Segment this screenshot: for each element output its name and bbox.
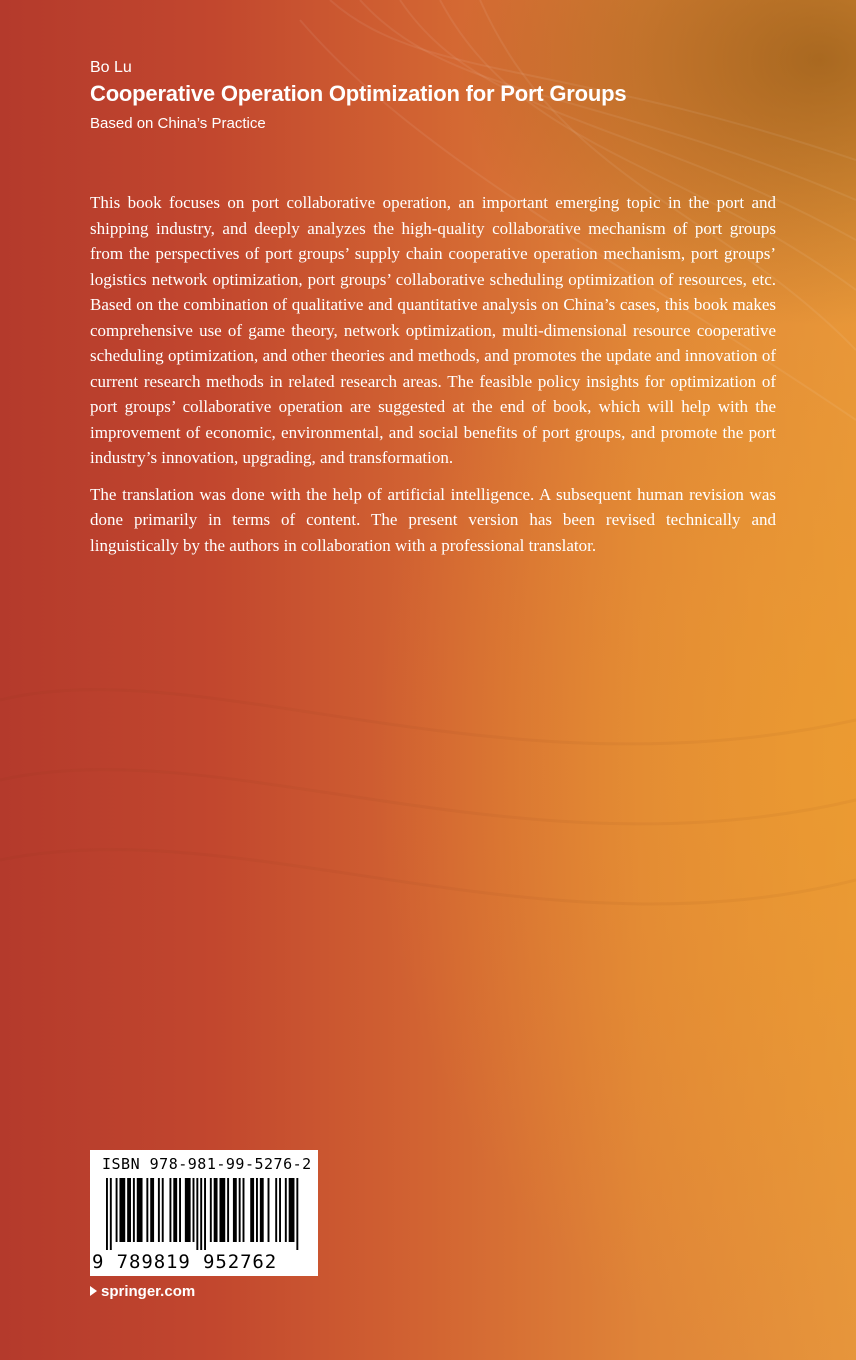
barcode-bar (162, 1178, 164, 1242)
isbn-barcode (90, 1150, 318, 1276)
barcode-bar (196, 1178, 198, 1250)
isbn-label: ISBN 978-981-99-5276-2 (102, 1155, 312, 1173)
barcode-bar (210, 1178, 212, 1242)
website-text[interactable]: springer.com (101, 1283, 196, 1300)
barcode-bar (110, 1178, 112, 1250)
barcode-bar (150, 1178, 154, 1242)
book-title: Cooperative Operation Optimization for Port Groups (90, 81, 627, 106)
barcode-bar (116, 1178, 118, 1242)
barcode-bar (173, 1178, 177, 1242)
barcode-bar (256, 1178, 258, 1242)
barcode-bar (200, 1178, 202, 1250)
barcode-bar (233, 1178, 237, 1242)
barcode-bar (169, 1178, 171, 1242)
barcode-bar (137, 1178, 143, 1242)
publisher-website[interactable] (90, 1282, 195, 1302)
barcode-bar (243, 1178, 245, 1242)
barcode-bar (119, 1178, 125, 1242)
barcode-bar (275, 1178, 277, 1242)
cover-header (90, 58, 790, 134)
author-name: Bo Lu (90, 59, 132, 76)
barcode-bar (250, 1178, 254, 1242)
barcode-bar (214, 1178, 218, 1242)
barcode-bar (185, 1178, 191, 1242)
barcode-bar (268, 1178, 270, 1242)
barcode-bar (106, 1178, 108, 1250)
barcode-bar (289, 1178, 295, 1242)
barcode-bar (146, 1178, 148, 1242)
book-subtitle: Based on China’s Practice (90, 115, 266, 132)
barcode-bar (279, 1178, 281, 1242)
barcode-bar (179, 1178, 181, 1242)
translation-note-paragraph: The translation was done with the help of artificial intelligence. A subsequent human revision was done primarily in terms of content. The present version has been revised technically and linguistically by the authors in collaboration with a professional translator. (90, 484, 776, 555)
barcode-bar (227, 1178, 229, 1242)
description-paragraph: This book focuses on port collaborative operation, an important emerging topic in the port and shipping industry, and deeply analyzes the high-quality collaborative mechanism of port groups from the perspectives of port groups’ supply chain cooperative operation mechanism, port groups’ logistics network optimization, port groups’ collaborative scheduling optimization of resources, etc. Based on the combination of qualitative and quantitative analysis on China’s cases, this book makes comprehensive use of game theory, network optimization, multi-dimensional resource cooperative scheduling optimization, and other theories and methods, and promotes the update and innovation of current research methods in related research areas. The feasible policy insights for optimization of port groups’ collaborative operation are suggested at the end of book, which will help with the improvement of economic, environmental, and social benefits of port groups, and promote the port industry’s innovation, upgrading, and transformation. (90, 193, 776, 467)
book-description (90, 190, 776, 569)
barcode-bar (285, 1178, 287, 1242)
barcode-bar (127, 1178, 131, 1242)
triangle-right-icon (90, 1286, 97, 1296)
barcode-digits: 9 789819 952762 (92, 1251, 278, 1273)
barcode-bar (296, 1178, 298, 1250)
barcode-bars (106, 1178, 306, 1250)
barcode-bar (204, 1178, 206, 1250)
barcode-bar (133, 1178, 135, 1242)
barcode-bar (158, 1178, 160, 1242)
barcode-bar (260, 1178, 264, 1242)
barcode-bar (239, 1178, 241, 1242)
barcode-bar (193, 1178, 195, 1242)
barcode-bar (219, 1178, 225, 1242)
